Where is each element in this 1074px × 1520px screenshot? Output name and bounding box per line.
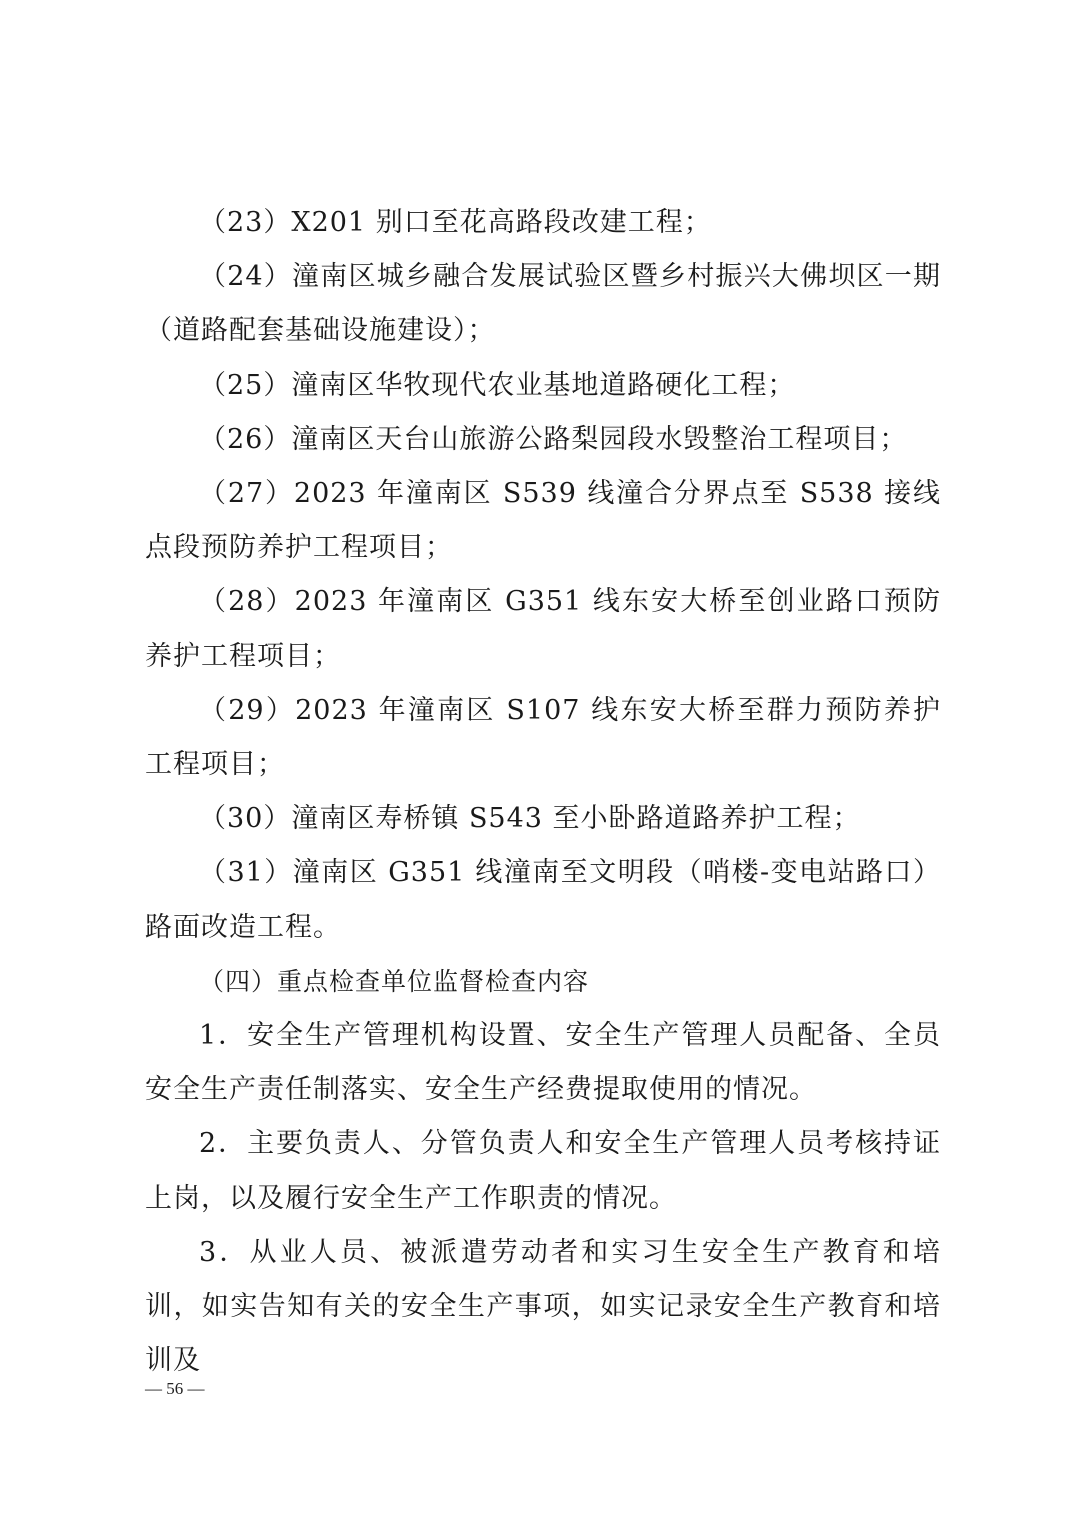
- list-item-28: （28）2023 年潼南区 G351 线东安大桥至创业路口预防养护工程项目；: [145, 586, 941, 672]
- page-number: — 56 —: [145, 1379, 205, 1398]
- list-item-23: （23）X201 别口至花高路段改建工程；: [199, 207, 712, 238]
- section-heading: （四）重点检查单位监督检查内容: [199, 966, 590, 996]
- list-item-27: （27）2023 年潼南区 S539 线潼合分界点至 S538 接线点段预防养护工程项目；: [145, 478, 941, 564]
- inspection-item-2: 2．主要负责人、分管负责人和安全生产管理人员考核持证上岗，以及履行安全生产工作职责的情况。: [145, 1128, 941, 1214]
- document-body: [145, 196, 941, 1388]
- list-item-30: （30）潼南区寿桥镇 S543 至小卧路道路养护工程；: [199, 803, 861, 835]
- list-item-26: （26）潼南区天台山旅游公路梨园段水毁整治工程项目；: [199, 423, 908, 455]
- list-item-31: （31）潼南区 G351 线潼南至文明段（哨楼-变电站路口）路面改造工程。: [145, 857, 941, 943]
- list-item-25: （25）潼南区华牧现代农业基地道路硬化工程；: [199, 369, 796, 401]
- inspection-item-1: 1．安全生产管理机构设置、安全生产管理人员配备、全员安全生产责任制落实、安全生产经费提取使用的情况。: [145, 1020, 941, 1106]
- list-item-24: （24）潼南区城乡融合发展试验区暨乡村振兴大佛坝区一期（道路配套基础设施建设）；: [145, 261, 941, 347]
- inspection-item-3: 3．从业人员、被派遣劳动者和实习生安全生产教育和培训，如实告知有关的安全生产事项，如实记录安全生产教育和培训及: [145, 1236, 941, 1377]
- list-item-29: （29）2023 年潼南区 S107 线东安大桥至群力预防养护工程项目；: [145, 694, 941, 781]
